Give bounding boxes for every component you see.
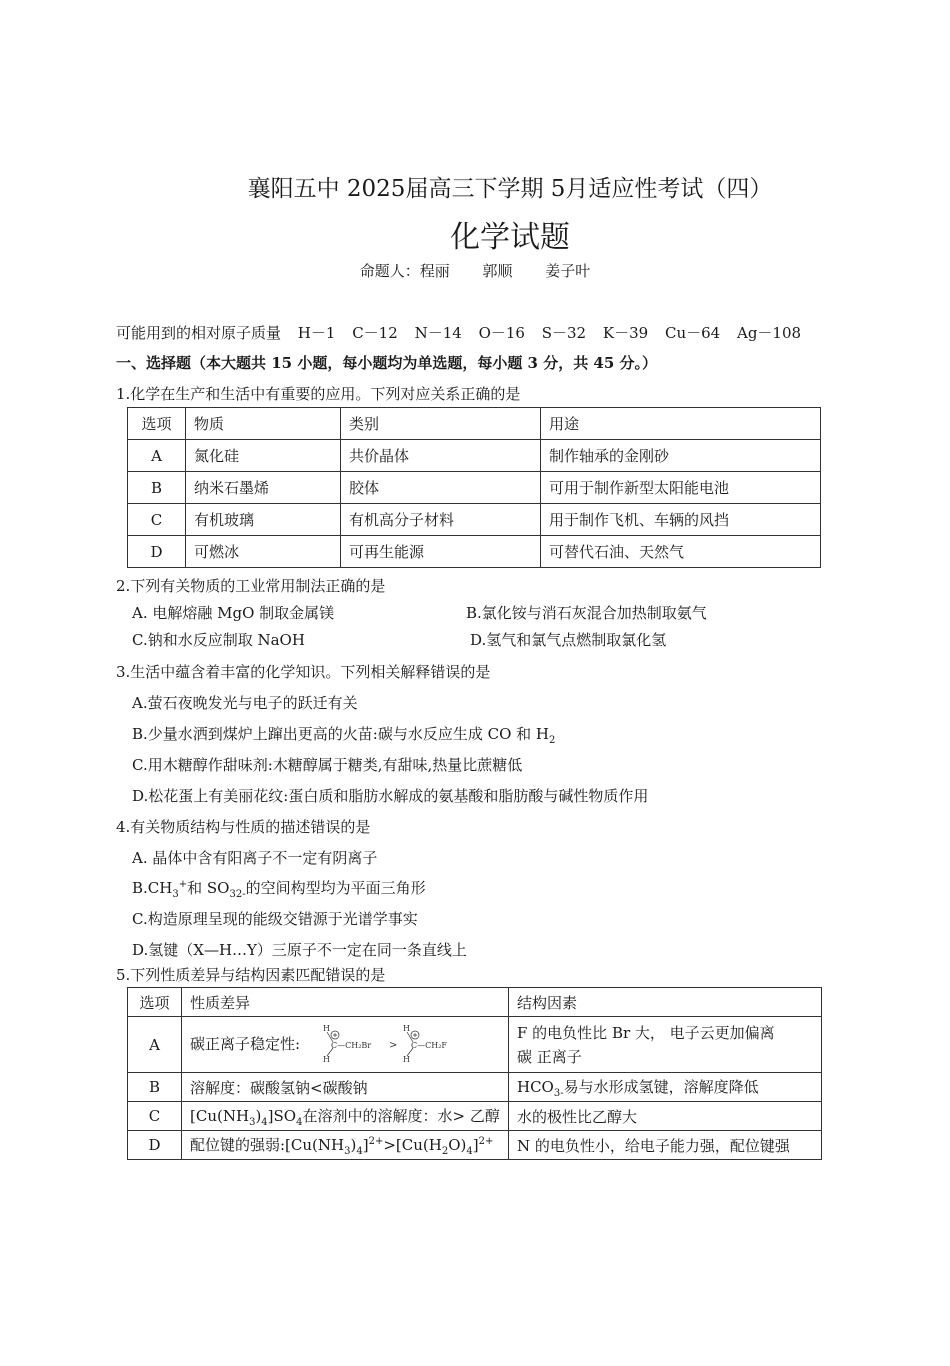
table-cell: 类别 xyxy=(341,408,541,440)
atom-h: H xyxy=(322,1023,330,1033)
property-text: ) xyxy=(350,1135,357,1154)
molecule-fluoride: C—CH₂F xyxy=(410,1040,447,1050)
atomic-masses-label: 可能用到的相对原子质量 xyxy=(116,324,282,342)
table-row xyxy=(128,504,821,536)
property-text: [Cu(NH xyxy=(190,1106,250,1125)
atomic-masses xyxy=(116,322,813,343)
property-text: 配位键的强弱:[Cu(NH xyxy=(190,1135,345,1154)
exam-title: 襄阳五中 2025届高三下学期 5月适应性考试（四） xyxy=(247,176,773,202)
option-text: 的空间构型均为平面三角形 xyxy=(245,879,426,897)
property-text: O) xyxy=(448,1135,467,1154)
question-3-option-b xyxy=(132,723,555,746)
property-text: ] xyxy=(472,1135,479,1154)
question-2-option-a: A. 电解熔融 MgO 制取金属镁 xyxy=(132,604,335,622)
property-text: ] xyxy=(362,1135,369,1154)
table-cell: 用于制作飞机、车辆的风挡 xyxy=(541,504,821,536)
property-text: ) xyxy=(255,1106,262,1125)
question-3-option-d: D.松花蛋上有美丽花纹:蛋白质和脂肪水解成的氨基酸和脂肪酸与碱性物质作用 xyxy=(132,787,649,805)
subscript: 3 xyxy=(344,1145,351,1157)
cause-text: F 的电负性比 Br 大， 电子云更加偏离 xyxy=(517,1023,775,1042)
subscript: 4 xyxy=(261,1116,268,1128)
table-row xyxy=(128,1131,822,1160)
question-2-option-b: B.氯化铵与消石灰混合加热制取氨气 xyxy=(466,604,707,622)
table-cell: A xyxy=(128,1017,182,1073)
table-cell: 可再生能源 xyxy=(341,536,541,568)
mass-item: S－32 xyxy=(541,324,587,342)
question-3-option-c: C.用木糖醇作甜味剂:木糖醇属于糖类,有甜味,热量比蔗糖低 xyxy=(132,756,523,774)
charge: 2- xyxy=(235,889,246,900)
property-text: >[Cu(H xyxy=(383,1135,442,1154)
table-cell xyxy=(182,1131,509,1160)
option-text: 和 SO xyxy=(187,879,230,897)
subject-title: 化学试题 xyxy=(450,220,570,255)
table-cell: 纳米石墨烯 xyxy=(186,472,341,504)
authors xyxy=(0,260,950,281)
property-text: ]SO xyxy=(267,1106,297,1125)
atom-h: H xyxy=(322,1054,330,1064)
author-3: 姜子叶 xyxy=(545,262,591,280)
subscript: 4 xyxy=(296,1116,303,1128)
table-row xyxy=(128,536,821,568)
cause-text: 易与水形成氢键，溶解度降低 xyxy=(563,1077,759,1096)
subscript: 3 xyxy=(249,1116,256,1128)
property-text: 碳正离子稳定性: xyxy=(190,1034,301,1053)
table-cell: 氮化硅 xyxy=(186,440,341,472)
table-cell: 选项 xyxy=(128,408,186,440)
table-row xyxy=(128,1073,822,1102)
question-2-option-c: C.钠和水反应制取 NaOH xyxy=(132,631,305,649)
table-cell: 结构因素 xyxy=(509,988,822,1017)
option-text: B.CH xyxy=(132,879,173,897)
atom-h: H xyxy=(402,1023,410,1033)
molecule-bromide: C—CH₂Br xyxy=(330,1040,371,1050)
table-cell: 有机高分子材料 xyxy=(341,504,541,536)
subscript: 3 xyxy=(553,1087,561,1099)
mass-item: O－16 xyxy=(478,324,525,342)
question-1-table xyxy=(127,407,821,568)
superscript: 2+ xyxy=(368,1135,384,1147)
mass-item: C－12 xyxy=(352,324,398,342)
table-row xyxy=(128,440,821,472)
table-cell: C xyxy=(128,1102,182,1131)
table-cell: 选项 xyxy=(128,988,182,1017)
question-1-stem: 1.化学在生产和生活中有重要的应用。下列对应关系正确的是 xyxy=(116,385,521,403)
table-cell xyxy=(509,1073,822,1102)
cause-text: 碳 正离子 xyxy=(517,1047,582,1066)
table-cell: 可替代石油、天然气 xyxy=(541,536,821,568)
table-row xyxy=(128,472,821,504)
option-text: B.少量水洒到煤炉上蹿出更高的火苗:碳与水反应生成 CO 和 H xyxy=(132,725,550,743)
question-5-table xyxy=(127,987,822,1160)
mass-item: H－1 xyxy=(297,324,336,342)
superscript: 2+ xyxy=(478,1135,494,1147)
greater-than: > xyxy=(388,1039,398,1051)
subscript: 3 xyxy=(172,889,179,900)
table-cell: 胶体 xyxy=(341,472,541,504)
table-cell: 用途 xyxy=(541,408,821,440)
property-text: 在溶剂中的溶解度：水> 乙醇 xyxy=(302,1106,500,1125)
atom-h: H xyxy=(402,1054,410,1064)
mass-item: K－39 xyxy=(602,324,649,342)
table-cell: 溶解度：碳酸氢钠<碳酸钠 xyxy=(182,1073,509,1102)
question-3-stem: 3.生活中蕴含着丰富的化学知识。下列相关解释错误的是 xyxy=(116,663,491,681)
table-cell: B xyxy=(128,1073,182,1102)
table-cell xyxy=(182,1102,509,1131)
question-5-stem: 5.下列性质差异与结构因素匹配错误的是 xyxy=(116,966,386,984)
table-cell: D xyxy=(128,1131,182,1160)
question-2-stem: 2.下列有关物质的工业常用制法正确的是 xyxy=(116,577,386,595)
mass-item: Cu－64 xyxy=(664,324,721,342)
table-cell xyxy=(182,1017,509,1073)
question-4-option-b xyxy=(132,877,426,900)
cause-text: HCO xyxy=(517,1077,554,1096)
carbocation-structures xyxy=(311,1022,471,1068)
table-row xyxy=(128,1017,822,1073)
table-cell: 水的极性比乙醇大 xyxy=(509,1102,822,1131)
table-row xyxy=(128,1102,822,1131)
table-cell: 共价晶体 xyxy=(341,440,541,472)
question-4-option-d: D.氢键（X—H…Y）三原子不一定在同一条直线上 xyxy=(132,941,467,959)
question-4-option-c: C.构造原理呈现的能级交错源于光谱学事实 xyxy=(132,910,418,928)
subscript: 4 xyxy=(466,1145,473,1157)
table-cell xyxy=(509,1017,822,1073)
subscript: 3 xyxy=(229,889,236,900)
mass-item: N－14 xyxy=(414,324,462,342)
question-3-option-a: A.萤石夜晚发光与电子的跃迁有关 xyxy=(132,694,358,712)
table-cell: N 的电负性小，给电子能力强，配位键强 xyxy=(509,1131,822,1160)
subscript: 4 xyxy=(356,1145,363,1157)
mass-item: Ag－108 xyxy=(736,324,802,342)
charge: - xyxy=(560,1087,564,1099)
table-cell: 有机玻璃 xyxy=(186,504,341,536)
table-cell: B xyxy=(128,472,186,504)
superscript: + xyxy=(178,879,188,890)
subscript: 2 xyxy=(549,735,556,746)
table-header-row xyxy=(128,988,822,1017)
author-1: 命题人：程丽 xyxy=(359,262,450,280)
question-4-stem: 4.有关物质结构与性质的描述错误的是 xyxy=(116,818,371,836)
table-header-row xyxy=(128,408,821,440)
question-2-option-d: D.氢气和氯气点燃制取氯化氢 xyxy=(470,631,667,649)
section-heading: 一、选择题（本大题共 15 小题，每小题均为单选题，每小题 3 分，共 45 分。） xyxy=(116,354,658,372)
table-cell: D xyxy=(128,536,186,568)
table-cell: 可燃冰 xyxy=(186,536,341,568)
question-4-option-a: A. 晶体中含有阳离子不一定有阴离子 xyxy=(132,849,378,867)
table-cell: A xyxy=(128,440,186,472)
table-cell: 制作轴承的金刚砂 xyxy=(541,440,821,472)
subscript: 2 xyxy=(441,1145,449,1157)
table-cell: 可用于制作新型太阳能电池 xyxy=(541,472,821,504)
author-2: 郭顺 xyxy=(482,262,513,280)
table-cell: 性质差异 xyxy=(182,988,509,1017)
table-cell: 物质 xyxy=(186,408,341,440)
table-cell: C xyxy=(128,504,186,536)
